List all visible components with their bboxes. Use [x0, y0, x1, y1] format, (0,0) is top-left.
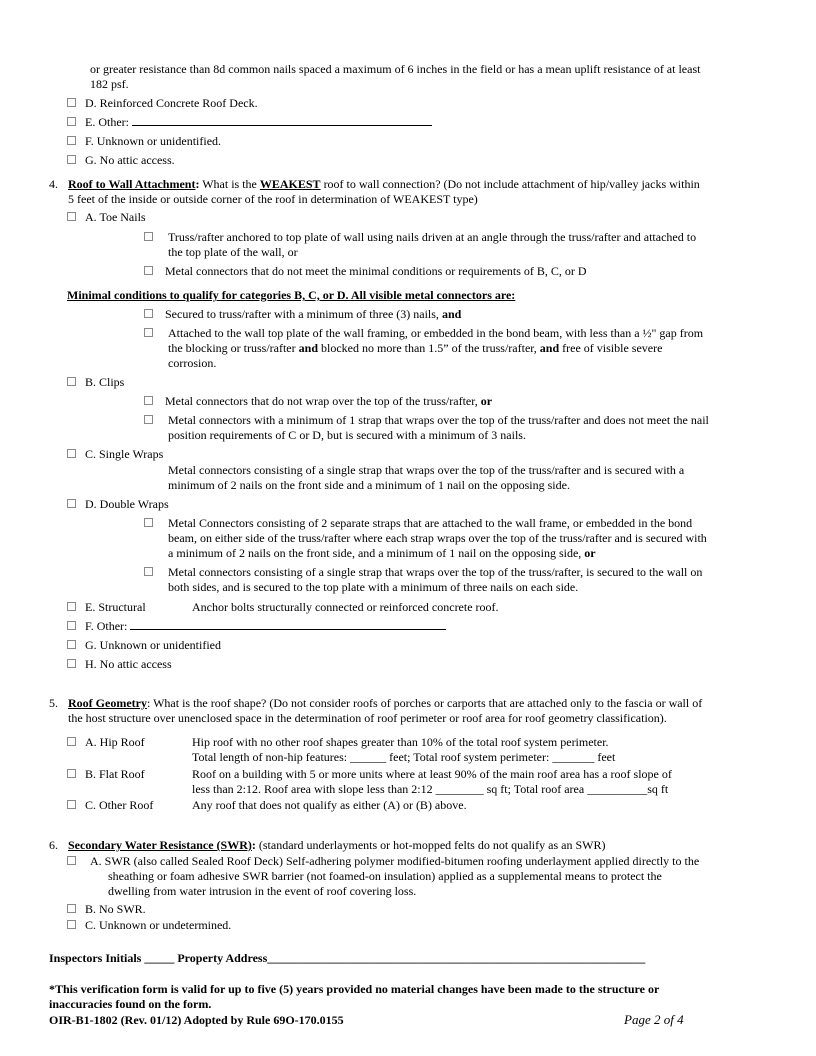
structural-desc: Anchor bolts structurally connected or reinforced concrete roof. [192, 600, 499, 614]
checkbox[interactable] [144, 309, 153, 318]
page-number: Page 2 of 4 [624, 1012, 684, 1027]
option-no-attic-access[interactable]: H. No attic access [67, 657, 172, 672]
inspector-initials-address[interactable]: Inspectors Initials _____ Property Address_______________________________________________________________ [49, 951, 646, 965]
checkbox[interactable] [67, 136, 76, 145]
roof-deck-continuation: or greater resistance than 8d common nails spaced a maximum of 6 inches in the field or has a mean uplift resistance of at least [90, 62, 701, 76]
option-roof-deck-g[interactable]: G. No attic access. [67, 153, 175, 168]
other-roof-desc: Any roof that does not qualify as either (A) or (B) above. [192, 798, 467, 812]
option-swr-checkbox[interactable] [67, 854, 76, 869]
option-swr-3: dwelling from water intrusion in the event of roof covering loss. [108, 884, 417, 898]
checkbox[interactable] [67, 737, 76, 746]
double-wraps-sub1-checkbox[interactable] [144, 516, 153, 531]
option-roof-deck-e[interactable]: E. Other: [67, 115, 432, 130]
min-condition-2: Attached to the wall top plate of the wall framing, or embedded in the bond beam, with less than a ½" gap from [168, 326, 704, 340]
checkbox[interactable] [67, 640, 76, 649]
q4-number: 4. [49, 177, 58, 191]
flat-roof-measure: less than 2:12. Roof area with slope less than 2:12 ________ sq ft; Total roof area __________sq ft [192, 782, 669, 796]
q6-number: 6. [49, 838, 58, 852]
double-wraps-sub2-checkbox[interactable] [144, 565, 153, 580]
checkbox[interactable] [67, 117, 76, 126]
option-swr: A. SWR (also called Sealed Roof Deck) Self-adhering polymer modified-bitumen roofing underlayment applied directly to the [90, 854, 700, 868]
checkbox[interactable] [67, 659, 76, 668]
checkbox[interactable] [67, 920, 76, 929]
option-roof-deck-d[interactable]: D. Reinforced Concrete Roof Deck. [67, 96, 258, 111]
checkbox[interactable] [67, 98, 76, 107]
option-toe-nails[interactable]: A. Toe Nails [67, 210, 146, 225]
min-condition-2-line2: the blocking or truss/rafter and blocked no more than 1.5” of the truss/rafter, and free of visible severe [168, 341, 663, 355]
validity-notice: *This verification form is valid for up to five (5) years provided no material changes have been made to the structure or [49, 982, 660, 996]
double-wraps-sub1-2: beam, on either side of the truss/rafter where each strap wraps over the top of the truss/rafter and is secured with [168, 531, 707, 545]
option-swr-2: sheathing or foam adhesive SWR barrier (not foamed-on insulation) applied as a supplemental means to protect the [108, 869, 662, 883]
q4-title: Roof to Wall Attachment [68, 177, 196, 191]
q4-question: Roof to Wall Attachment: What is the WEAKEST roof to wall connection? (Do not include attachment of hip/valley jacks within [68, 177, 700, 191]
flat-roof-desc: Roof on a building with 5 or more units where at least 90% of the main roof area has a roof slope of [192, 767, 672, 781]
minimal-conditions-heading: Minimal conditions to qualify for categories B, C, or D. All visible metal connectors are: [67, 288, 516, 302]
q5-title: Roof Geometry [68, 696, 147, 710]
other-fill-line[interactable] [132, 115, 432, 126]
checkbox[interactable] [67, 212, 76, 221]
clips-sub2: Metal connectors with a minimum of 1 strap that wraps over the top of the truss/rafter and does not meet the nail [168, 413, 709, 427]
form-id: OIR-B1-1802 (Rev. 01/12) Adopted by Rule 69O-170.0155 [49, 1013, 344, 1027]
option-no-swr[interactable]: B. No SWR. [67, 902, 146, 917]
hip-roof-desc: Hip roof with no other roof shapes greater than 10% of the total roof system perimeter. [192, 735, 609, 749]
q5-number: 5. [49, 696, 58, 710]
toe-nails-sub1: Truss/rafter anchored to top plate of wall using nails driven at an angle through the truss/rafter and attached to [168, 230, 697, 244]
min-condition-1[interactable]: Secured to truss/rafter with a minimum of three (3) nails, and [144, 307, 461, 322]
checkbox[interactable] [67, 377, 76, 386]
checkbox[interactable] [144, 328, 153, 337]
option-swr-unknown[interactable]: C. Unknown or undetermined. [67, 918, 231, 933]
option-unknown[interactable]: G. Unknown or unidentified [67, 638, 221, 653]
validity-notice-2: inaccuracies found on the form. [49, 997, 212, 1011]
checkbox[interactable] [67, 621, 76, 630]
roof-deck-continuation-2: 182 psf. [90, 77, 129, 91]
single-wraps-desc-2: minimum of 2 nails on the front side and a minimum of 1 nail on the opposing side. [168, 478, 570, 492]
clips-sub2-2: position requirements of C or D, but is secured with a minimum of 3 nails. [168, 428, 526, 442]
checkbox[interactable] [67, 800, 76, 809]
option-hip-roof[interactable]: A. Hip Roof [67, 735, 145, 750]
checkbox[interactable] [67, 856, 76, 865]
toe-nails-sub2[interactable]: Metal connectors that do not meet the minimal conditions or requirements of B, C, or D [144, 264, 587, 279]
option-single-wraps[interactable]: C. Single Wraps [67, 447, 163, 462]
q4-question-2: 5 feet of the inside or outside corner of the roof in determination of WEAKEST type) [68, 192, 478, 206]
q6-title: Secondary Water Resistance (SWR) [68, 838, 252, 852]
min-condition-2-line3: corrosion. [168, 356, 217, 370]
option-structural[interactable]: E. Structural [67, 600, 146, 615]
checkbox[interactable] [144, 232, 153, 241]
double-wraps-sub1-3: a minimum of 2 nails on the front side, and a minimum of 1 nail on the opposing side, or [168, 546, 596, 560]
checkbox[interactable] [67, 155, 76, 164]
option-roof-deck-f[interactable]: F. Unknown or unidentified. [67, 134, 221, 149]
checkbox[interactable] [144, 518, 153, 527]
hip-roof-measure: Total length of non-hip features: ______ feet; Total roof system perimeter: _______ feet [192, 750, 616, 764]
option-other-roof[interactable]: C. Other Roof [67, 798, 153, 813]
single-wraps-desc: Metal connectors consisting of a single strap that wraps over the top of the truss/rafter and is secured with a [168, 463, 685, 477]
option-other[interactable]: F. Other: [67, 619, 446, 634]
checkbox[interactable] [144, 567, 153, 576]
double-wraps-sub2-2: both sides, and is secured to the top plate with a minimum of three nails on each side. [168, 580, 579, 594]
q5-question: Roof Geometry: What is the roof shape? (Do not consider roofs of porches or carports that are attached only to the fascia or wall of [68, 696, 703, 710]
clips-sub2-checkbox[interactable] [144, 413, 153, 428]
q5-question-2: the host structure over unenclosed space in the determination of roof perimeter or roof area for roof geometry classification). [68, 711, 667, 725]
checkbox[interactable] [67, 769, 76, 778]
option-flat-roof[interactable]: B. Flat Roof [67, 767, 145, 782]
double-wraps-sub1: Metal Connectors consisting of 2 separate straps that are attached to the wall frame, or embedded in the bond [168, 516, 693, 530]
toe-nails-sub1-checkbox[interactable] [144, 230, 153, 245]
checkbox[interactable] [67, 499, 76, 508]
min-condition-2-checkbox[interactable] [144, 326, 153, 341]
option-clips[interactable]: B. Clips [67, 375, 124, 390]
toe-nails-sub1-2: the top plate of the wall, or [168, 245, 298, 259]
checkbox[interactable] [144, 396, 153, 405]
checkbox[interactable] [67, 449, 76, 458]
other-fill-line[interactable] [130, 619, 446, 630]
checkbox[interactable] [144, 266, 153, 275]
option-double-wraps[interactable]: D. Double Wraps [67, 497, 169, 512]
checkbox[interactable] [67, 602, 76, 611]
q6-question: Secondary Water Resistance (SWR): (standard underlayments or hot-mopped felts do not qualify as an SWR) [68, 838, 606, 852]
double-wraps-sub2: Metal connectors consisting of a single strap that wraps over the top of the truss/rafter, is secured to the wall on [168, 565, 703, 579]
checkbox[interactable] [144, 415, 153, 424]
clips-sub1[interactable]: Metal connectors that do not wrap over the top of the truss/rafter, or [144, 394, 492, 409]
checkbox[interactable] [67, 904, 76, 913]
